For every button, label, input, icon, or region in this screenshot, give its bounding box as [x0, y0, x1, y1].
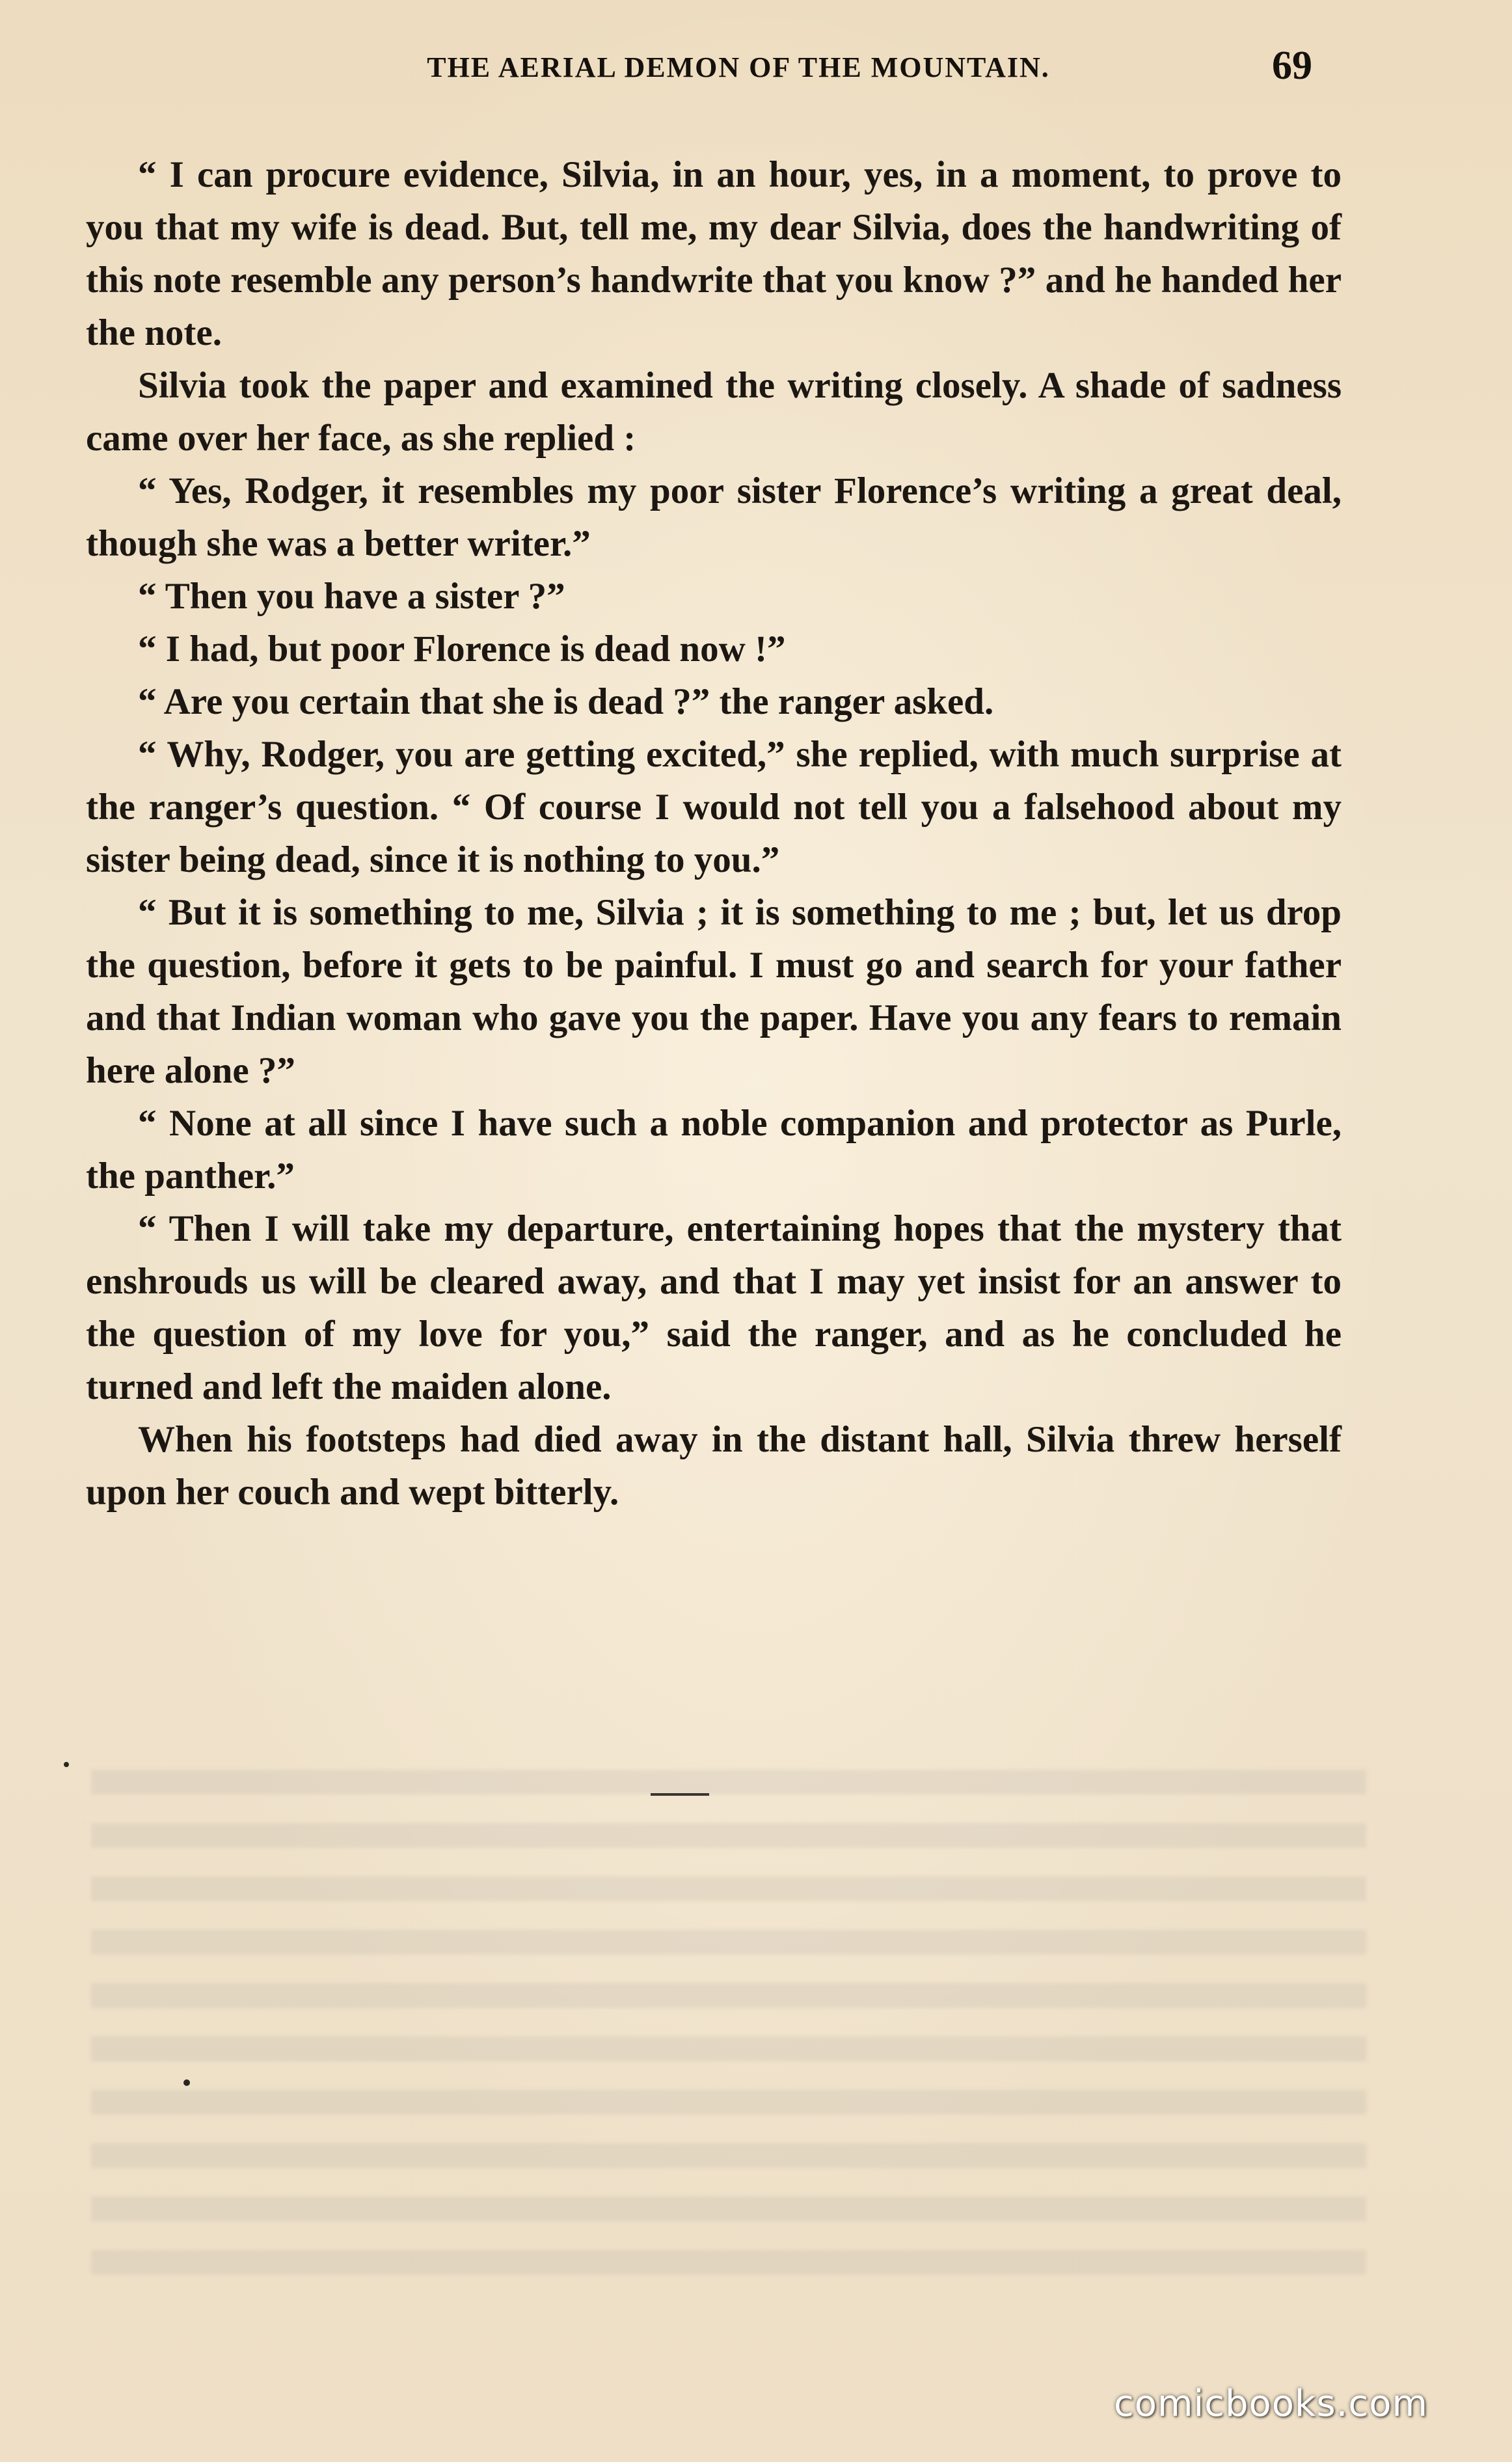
- ink-speck: [183, 2079, 190, 2086]
- paragraph: “ I had, but poor Florence is dead now !”: [138, 629, 786, 670]
- paragraph: “ I can procure evidence, Silvia, in an hour, yes, in a moment, to prove to you that my wife is dead. But, tell me, my dear Silvia, does the handwriting of this note resemble any person’s handwrite that you know ?” and he handed her the note.: [86, 154, 1342, 353]
- paragraph: “ Then you have a sister ?”: [138, 576, 565, 617]
- paragraph: “ None at all since I have such a noble companion and protector as Purle, the panther.”: [86, 1103, 1342, 1197]
- running-title: THE AERIAL DEMON OF THE MOUNTAIN.: [427, 51, 1050, 83]
- paragraph: “ Are you certain that she is dead ?” the ranger asked.: [138, 681, 994, 722]
- page-number: 69: [1272, 44, 1312, 88]
- paragraph: “ Why, Rodger, you are getting excited,” she replied, with much surprise at the ranger’s question. “ Of course I would not tell you a falsehood about my sister being dead, since it is nothing to you.”: [86, 734, 1342, 880]
- body-text: [86, 148, 1342, 1519]
- paragraph: “ But it is something to me, Silvia ; it is something to me ; but, let us drop the question, before it gets to be painful. I must go and search for your father and that Indian woman who gave you the paper. Have you any fears to remain here alone ?”: [86, 892, 1342, 1091]
- paragraph: “ Then I will take my departure, entertaining hopes that the mystery that enshrouds us will be cleared away, and that I may yet insist for an answer to the question of my love for you,” said the ranger, and as he concluded he turned and left the maiden alone.: [86, 1208, 1342, 1407]
- paragraph: “ Yes, Rodger, it resembles my poor sister Florence’s writing a great deal, though she was a better writer.”: [86, 470, 1342, 564]
- section-divider: [651, 1793, 709, 1796]
- paragraph: Silvia took the paper and examined the writing closely. A shade of sadness came over her face, as she replied :: [86, 365, 1342, 459]
- paragraph: When his footsteps had died away in the distant hall, Silvia threw herself upon her couch and wept bitterly.: [86, 1419, 1342, 1513]
- ink-speck: [64, 1762, 69, 1767]
- watermark: comicbooks.com: [1114, 2383, 1429, 2425]
- show-through-texture: [91, 1770, 1366, 2303]
